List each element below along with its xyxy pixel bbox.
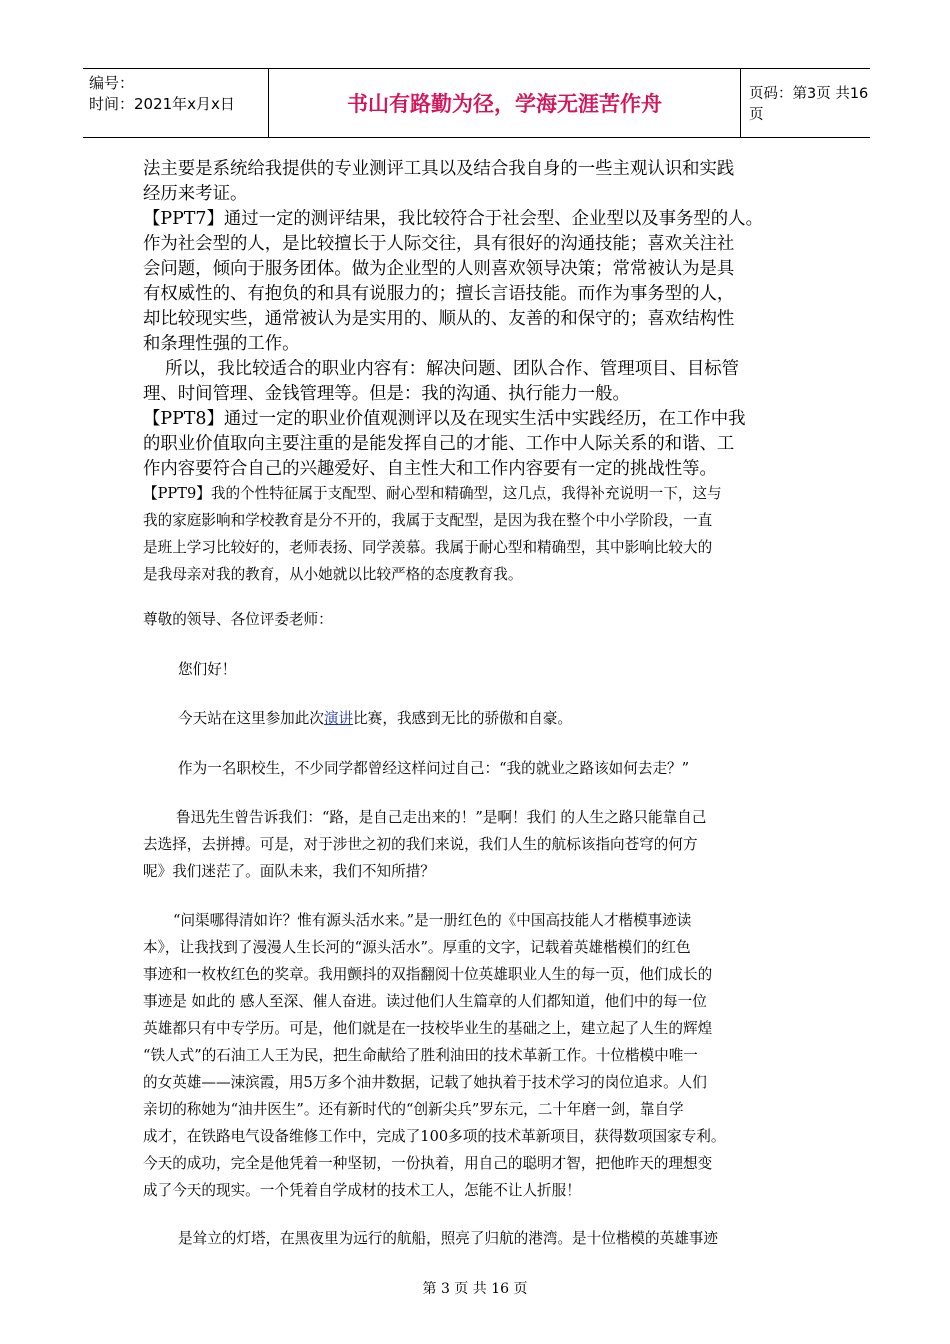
text-line: 今天的成功，完全是他凭着一种坚韧，一份执着，用自己的聪明才智，把他昨天的理想变	[143, 1155, 713, 1172]
intro-text-after: 比赛，我感到无比的骄傲和自豪。	[353, 710, 573, 727]
page-header	[83, 68, 870, 138]
text-line: 鲁迅先生曾告诉我们：“路，是自己走出来的！”是啊！我们 的人生之路只能靠自己	[176, 809, 707, 826]
text-line: 所以，我比较适合的职业内容有：解决问题、团队合作、管理项目、目标管	[143, 359, 740, 379]
text-line: 法主要是系统给我提供的专业测评工具以及结合我自身的一些主观认识和实践	[143, 159, 735, 179]
text-line: 是班上学习比较好的，老师表扬、同学羡慕。我属于耐心型和精确型，其中影响比较大的	[143, 539, 713, 556]
page-footer: 第 3 页 共 16 页	[422, 1281, 528, 1297]
text-line: 【PPT7】通过一定的测评结果，我比较符合于社会型、企业型以及事务型的人。	[143, 209, 763, 229]
intro-text-before: 今天站在这里参加此次	[178, 710, 324, 727]
text-line: 是我母亲对我的教育，从小她就以比较严格的态度教育我。	[143, 566, 523, 583]
text-line: 作内容要符合自己的兴趣爱好、自主性大和工作内容要有一定的挑战性等。	[143, 459, 717, 479]
header-info-cell	[83, 69, 269, 137]
text-line: 的职业价值取向主要注重的是能发挥自己的才能、工作中人际关系的和谐、工	[143, 434, 735, 454]
header-page-info: 页码：第3页 共16页	[749, 86, 869, 123]
text-line: 和条理性强的工作。	[143, 334, 300, 354]
speech-salutation: 尊敬的领导、各位评委老师：	[143, 611, 333, 628]
text-line: 成才，在铁路电气设备维修工作中，完成了100多项的技术革新项目，获得数项国家专利。	[143, 1128, 726, 1145]
speech-link[interactable]: 演讲	[323, 710, 354, 727]
text-line: 【PPT8】通过一定的职业价值观测评以及在现实生活中实践经历，在工作中我	[143, 409, 746, 429]
text-line: 事迹是 如此的 感人至深、催人奋进。读过他们人生篇章的人们都知道，他们中的每一位	[143, 993, 707, 1010]
document-code: 编号：	[89, 74, 135, 92]
text-line: 本》，让我找到了漫漫人生长河的“源头活水”。厚重的文字，记载着英雄楷模们的红色	[143, 939, 691, 956]
text-line: 却比较现实些，通常被认为是实用的、顺从的、友善的和保守的；喜欢结构性	[143, 309, 735, 329]
text-line: 事迹和一枚枚红色的奖章。我用颤抖的双指翻阅十位英雄职业人生的每一页，他们成长的	[143, 966, 713, 983]
text-line: 有权威性的、有抱负的和具有说服力的；擅长言语技能。而作为事务型的人，	[143, 284, 735, 304]
text-line: 理、时间管理、金钱管理等。但是：我的沟通、执行能力一般。	[143, 384, 630, 404]
text-line: 的女英雄——涑滨霞，用5万多个油井数据，记载了她执着于技术学习的岗位追求。人们	[143, 1074, 707, 1091]
document-date: 时间：2021年x月x日	[89, 95, 235, 113]
header-motto: 书山有路勤为径，学海无涯苦作舟	[347, 92, 662, 116]
text-line: 经历来考证。	[143, 184, 248, 204]
header-motto-cell	[269, 69, 741, 137]
text-line: 会问题，倾向于服务团体。做为企业型的人则喜欢领导决策；常常被认为是具	[143, 259, 735, 279]
speech-intro	[178, 705, 854, 732]
text-line: 亲切的称她为“油井医生”。还有新时代的“创新尖兵”罗东元，二十年磨一剑，靠自学	[143, 1101, 684, 1118]
text-line: 成了今天的现实。一个凭着自学成材的技术工人，怎能不让人折服！	[143, 1182, 581, 1199]
speech-question: 作为一名职校生，不少同学都曾经这样问过自己：“我的就业之路该如何去走？”	[178, 760, 690, 777]
text-line: “问渠哪得清如许？惟有源头活水来。”是一册红色的《中国高技能人才楷模事迹读	[173, 912, 692, 929]
text-line: 作为社会型的人，是比较擅长于人际交往，具有很好的沟通技能；喜欢关注社	[143, 234, 735, 254]
text-line: “铁人式”的石油工人王为民，把生命献给了胜利油田的技术革新工作。十位楷模中唯一	[143, 1047, 698, 1064]
text-line: 去选择，去拼搏。可是，对于涉世之初的我们来说，我们人生的航标该指向苍穹的何方	[143, 836, 698, 853]
speech-greeting: 您们好！	[178, 661, 237, 678]
text-line: 是耸立的灯塔，在黑夜里为远行的航船，照亮了归航的港湾。是十位楷模的英雄事迹	[178, 1230, 718, 1247]
text-line: 英雄都只有中专学历。可是，他们就是在一技校毕业生的基础之上，建立起了人生的辉煌	[143, 1020, 713, 1037]
text-line: 我的家庭影响和学校教育是分不开的，我属于支配型，是因为我在整个中小学阶段，一直	[143, 512, 713, 529]
text-line: 呢》我们迷茫了。面队未来，我们不知所措？	[143, 863, 435, 880]
text-line: 【PPT9】我的个性特征属于支配型、耐心型和精确型，这几点，我得补充说明一下，这与	[143, 485, 722, 502]
